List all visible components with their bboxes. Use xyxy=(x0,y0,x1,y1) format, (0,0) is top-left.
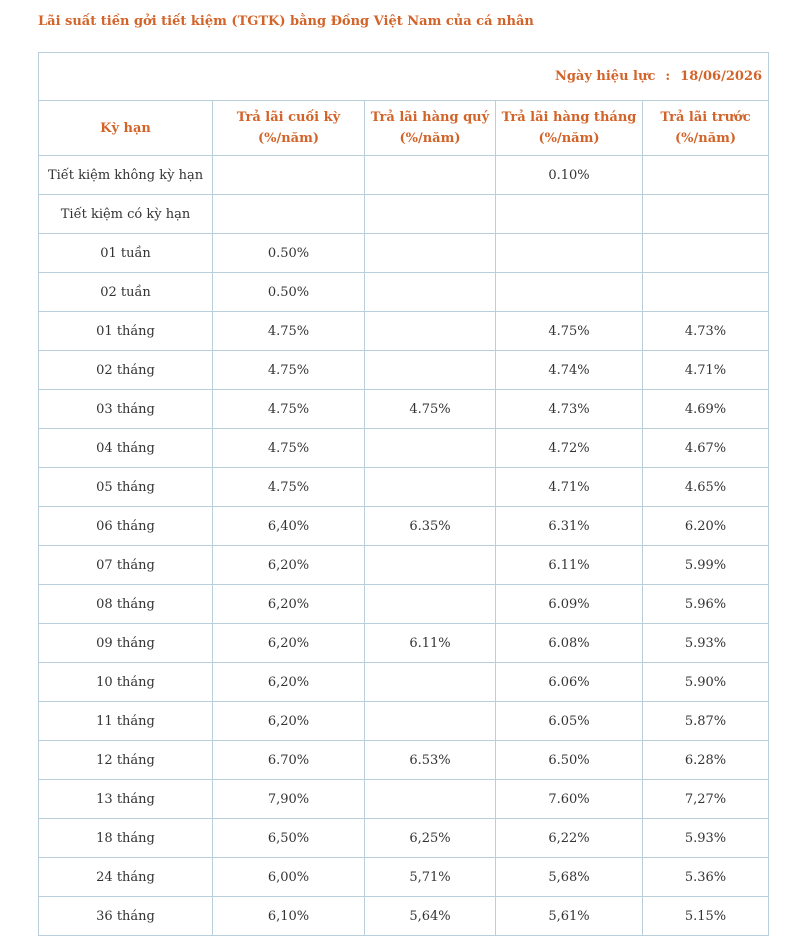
term-cell: 08 tháng xyxy=(39,585,213,624)
upfront-rate: 4.71% xyxy=(643,351,769,390)
table-row xyxy=(39,507,769,546)
header-end-of-term-unit: (%/năm) xyxy=(257,131,320,146)
term-cell: 01 tuần xyxy=(39,234,213,273)
quarterly-rate xyxy=(365,429,496,468)
upfront-rate xyxy=(643,156,769,195)
end-of-term-rate: 4.75% xyxy=(213,429,365,468)
header-end-of-term-label: Trả lãi cuối kỳ xyxy=(236,110,341,125)
term-cell: 06 tháng xyxy=(39,507,213,546)
quarterly-rate: 6.35% xyxy=(365,507,496,546)
term-cell: 12 tháng xyxy=(39,741,213,780)
quarterly-rate xyxy=(365,351,496,390)
header-upfront xyxy=(643,101,769,156)
upfront-rate: 5.99% xyxy=(643,546,769,585)
upfront-rate: 4.69% xyxy=(643,390,769,429)
monthly-rate: 6.06% xyxy=(496,663,643,702)
end-of-term-rate: 6,50% xyxy=(213,819,365,858)
quarterly-rate: 6.11% xyxy=(365,624,496,663)
effective-date-value: 18/06/2026 xyxy=(680,69,763,84)
quarterly-rate xyxy=(365,468,496,507)
end-of-term-rate: 6.70% xyxy=(213,741,365,780)
monthly-rate: 5,68% xyxy=(496,858,643,897)
term-cell: 05 tháng xyxy=(39,468,213,507)
header-upfront-label: Trả lãi trước xyxy=(660,110,751,125)
end-of-term-rate: 0.50% xyxy=(213,234,365,273)
monthly-rate: 6.31% xyxy=(496,507,643,546)
upfront-rate: 5.15% xyxy=(643,897,769,936)
end-of-term-rate: 6,00% xyxy=(213,858,365,897)
term-cell: 09 tháng xyxy=(39,624,213,663)
monthly-rate: 4.74% xyxy=(496,351,643,390)
upfront-rate: 7,27% xyxy=(643,780,769,819)
table-row xyxy=(39,702,769,741)
monthly-rate: 4.71% xyxy=(496,468,643,507)
term-cell: 03 tháng xyxy=(39,390,213,429)
upfront-rate: 5.36% xyxy=(643,858,769,897)
monthly-rate xyxy=(496,234,643,273)
table-row xyxy=(39,546,769,585)
upfront-rate xyxy=(643,195,769,234)
monthly-rate: 4.75% xyxy=(496,312,643,351)
upfront-rate xyxy=(643,234,769,273)
table-row xyxy=(39,897,769,936)
quarterly-rate xyxy=(365,585,496,624)
quarterly-rate xyxy=(365,234,496,273)
table-row xyxy=(39,351,769,390)
table-row xyxy=(39,858,769,897)
table-row xyxy=(39,663,769,702)
table-row xyxy=(39,273,769,312)
table-row xyxy=(39,312,769,351)
quarterly-rate xyxy=(365,195,496,234)
end-of-term-rate: 6,10% xyxy=(213,897,365,936)
table-row xyxy=(39,468,769,507)
upfront-rate: 5.93% xyxy=(643,819,769,858)
monthly-rate: 0.10% xyxy=(496,156,643,195)
end-of-term-rate: 6,20% xyxy=(213,585,365,624)
table-row xyxy=(39,234,769,273)
quarterly-rate xyxy=(365,702,496,741)
table-row xyxy=(39,819,769,858)
table-row xyxy=(39,390,769,429)
term-cell: Tiết kiệm không kỳ hạn xyxy=(39,156,213,195)
table-row xyxy=(39,624,769,663)
interest-rate-table xyxy=(38,52,769,936)
term-cell: 10 tháng xyxy=(39,663,213,702)
term-cell: 01 tháng xyxy=(39,312,213,351)
term-cell: 18 tháng xyxy=(39,819,213,858)
end-of-term-rate: 6,20% xyxy=(213,624,365,663)
header-quarterly xyxy=(365,101,496,156)
term-cell: 24 tháng xyxy=(39,858,213,897)
monthly-rate: 6.08% xyxy=(496,624,643,663)
term-cell: 04 tháng xyxy=(39,429,213,468)
end-of-term-rate: 4.75% xyxy=(213,312,365,351)
quarterly-rate: 6,25% xyxy=(365,819,496,858)
table-row xyxy=(39,429,769,468)
monthly-rate: 6.50% xyxy=(496,741,643,780)
quarterly-rate: 5,64% xyxy=(365,897,496,936)
effective-date-separator: : xyxy=(665,69,671,84)
end-of-term-rate: 6,40% xyxy=(213,507,365,546)
end-of-term-rate: 0.50% xyxy=(213,273,365,312)
end-of-term-rate: 6,20% xyxy=(213,702,365,741)
term-cell: 07 tháng xyxy=(39,546,213,585)
end-of-term-rate: 6,20% xyxy=(213,546,365,585)
term-cell: 13 tháng xyxy=(39,780,213,819)
header-monthly-label: Trả lãi hàng tháng xyxy=(501,110,637,125)
upfront-rate: 5.87% xyxy=(643,702,769,741)
upfront-rate: 6.20% xyxy=(643,507,769,546)
monthly-rate: 6.05% xyxy=(496,702,643,741)
table-row xyxy=(39,195,769,234)
upfront-rate: 5.93% xyxy=(643,624,769,663)
upfront-rate: 5.96% xyxy=(643,585,769,624)
effective-date-row xyxy=(39,53,769,101)
table-row xyxy=(39,780,769,819)
header-quarterly-label: Trả lãi hàng quý xyxy=(370,110,490,125)
quarterly-rate: 6.53% xyxy=(365,741,496,780)
monthly-rate xyxy=(496,195,643,234)
table-header-row xyxy=(39,101,769,156)
monthly-rate xyxy=(496,273,643,312)
quarterly-rate xyxy=(365,156,496,195)
table-row xyxy=(39,156,769,195)
monthly-rate: 7.60% xyxy=(496,780,643,819)
end-of-term-rate: 4.75% xyxy=(213,390,365,429)
term-cell: 36 tháng xyxy=(39,897,213,936)
header-term-label: Kỳ hạn xyxy=(100,120,151,136)
upfront-rate: 6.28% xyxy=(643,741,769,780)
end-of-term-rate xyxy=(213,195,365,234)
term-cell: Tiết kiệm có kỳ hạn xyxy=(39,195,213,234)
header-quarterly-unit: (%/năm) xyxy=(399,131,461,146)
quarterly-rate xyxy=(365,780,496,819)
table-row xyxy=(39,741,769,780)
header-end-of-term xyxy=(213,101,365,156)
term-cell: 11 tháng xyxy=(39,702,213,741)
end-of-term-rate: 6,20% xyxy=(213,663,365,702)
upfront-rate: 4.73% xyxy=(643,312,769,351)
monthly-rate: 6.11% xyxy=(496,546,643,585)
upfront-rate: 4.67% xyxy=(643,429,769,468)
quarterly-rate xyxy=(365,273,496,312)
term-cell: 02 tháng xyxy=(39,351,213,390)
upfront-rate: 4.65% xyxy=(643,468,769,507)
effective-date-label: Ngày hiệu lực xyxy=(554,69,656,84)
monthly-rate: 6.09% xyxy=(496,585,643,624)
header-term xyxy=(39,101,213,156)
end-of-term-rate: 4.75% xyxy=(213,351,365,390)
header-upfront-unit: (%/năm) xyxy=(674,131,737,146)
monthly-rate: 5,61% xyxy=(496,897,643,936)
term-cell: 02 tuần xyxy=(39,273,213,312)
monthly-rate: 4.73% xyxy=(496,390,643,429)
end-of-term-rate xyxy=(213,156,365,195)
header-monthly xyxy=(496,101,643,156)
quarterly-rate xyxy=(365,546,496,585)
quarterly-rate xyxy=(365,663,496,702)
page-title: Lãi suất tiền gởi tiết kiệm (TGTK) bằng Đồng Việt Nam của cá nhân xyxy=(38,14,534,29)
effective-date xyxy=(555,69,762,84)
upfront-rate: 5.90% xyxy=(643,663,769,702)
monthly-rate: 6,22% xyxy=(496,819,643,858)
monthly-rate: 4.72% xyxy=(496,429,643,468)
end-of-term-rate: 7,90% xyxy=(213,780,365,819)
quarterly-rate xyxy=(365,312,496,351)
end-of-term-rate: 4.75% xyxy=(213,468,365,507)
header-monthly-unit: (%/năm) xyxy=(538,131,600,146)
upfront-rate xyxy=(643,273,769,312)
quarterly-rate: 5,71% xyxy=(365,858,496,897)
table-row xyxy=(39,585,769,624)
quarterly-rate: 4.75% xyxy=(365,390,496,429)
